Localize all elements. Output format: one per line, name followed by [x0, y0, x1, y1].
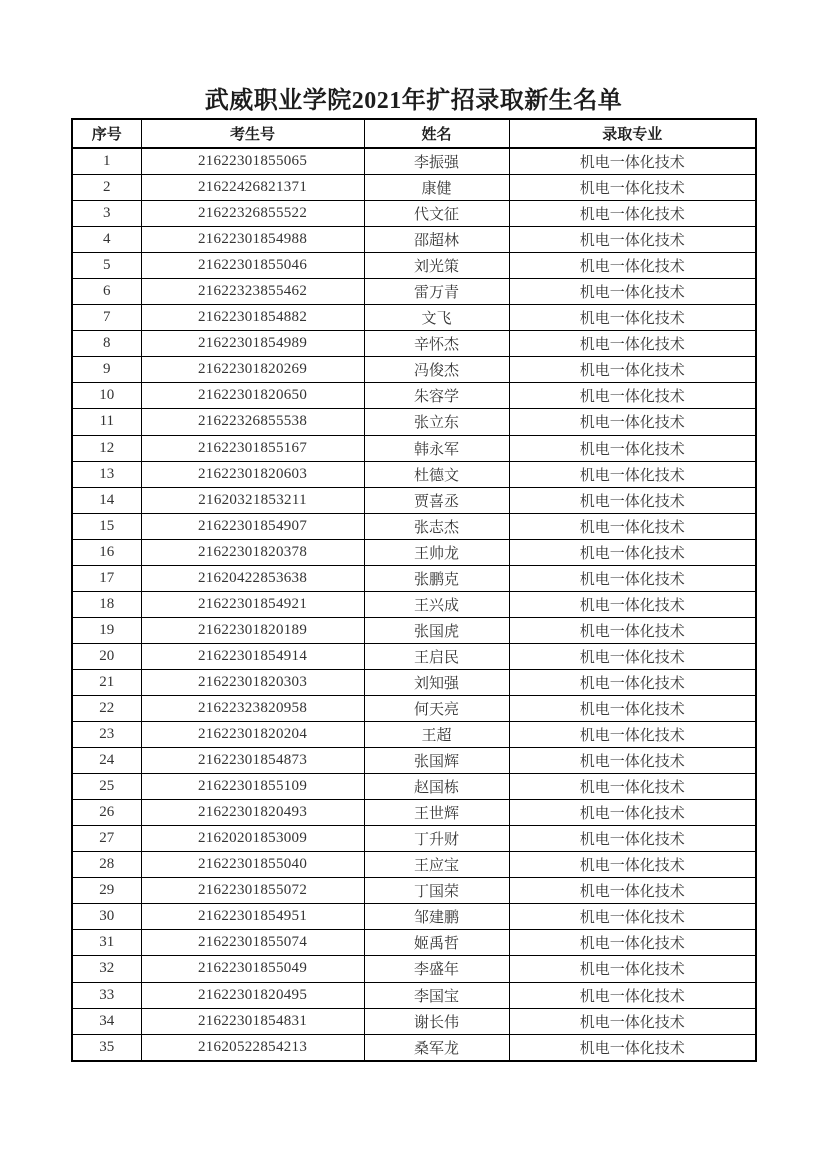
table-row — [72, 800, 756, 826]
cell-major: 机电一体化技术 — [509, 253, 756, 279]
cell-major: 机电一体化技术 — [509, 852, 756, 878]
cell-index: 17 — [72, 565, 141, 591]
cell-major: 机电一体化技术 — [509, 695, 756, 721]
table-body — [72, 148, 756, 1061]
col-header-index: 序号 — [72, 119, 141, 148]
cell-major: 机电一体化技术 — [509, 565, 756, 591]
cell-name: 王兴成 — [364, 591, 509, 617]
cell-candidate-id: 21622301820493 — [141, 800, 364, 826]
cell-name: 王世辉 — [364, 800, 509, 826]
cell-major: 机电一体化技术 — [509, 357, 756, 383]
cell-index: 32 — [72, 956, 141, 982]
cell-index: 28 — [72, 852, 141, 878]
table-row — [72, 565, 756, 591]
cell-major: 机电一体化技术 — [509, 1034, 756, 1061]
cell-index: 16 — [72, 539, 141, 565]
cell-name: 朱容学 — [364, 383, 509, 409]
cell-candidate-id: 21622301820495 — [141, 982, 364, 1008]
cell-candidate-id: 21622301820204 — [141, 722, 364, 748]
cell-name: 张立东 — [364, 409, 509, 435]
table-row — [72, 617, 756, 643]
cell-name: 李振强 — [364, 148, 509, 175]
table-header-row — [72, 119, 756, 148]
cell-index: 22 — [72, 695, 141, 721]
cell-major: 机电一体化技术 — [509, 409, 756, 435]
table-row — [72, 774, 756, 800]
cell-candidate-id: 21620522854213 — [141, 1034, 364, 1061]
cell-name: 文飞 — [364, 305, 509, 331]
cell-name: 谢长伟 — [364, 1008, 509, 1034]
table-row — [72, 513, 756, 539]
cell-major: 机电一体化技术 — [509, 487, 756, 513]
cell-index: 31 — [72, 930, 141, 956]
cell-candidate-id: 21620201853009 — [141, 826, 364, 852]
cell-major: 机电一体化技术 — [509, 591, 756, 617]
table-row — [72, 201, 756, 227]
cell-major: 机电一体化技术 — [509, 305, 756, 331]
cell-candidate-id: 21622301820603 — [141, 461, 364, 487]
cell-index: 29 — [72, 878, 141, 904]
cell-candidate-id: 21622301820303 — [141, 669, 364, 695]
cell-major: 机电一体化技术 — [509, 878, 756, 904]
cell-candidate-id: 21622301855109 — [141, 774, 364, 800]
cell-candidate-id: 21622301855072 — [141, 878, 364, 904]
cell-name: 桑军龙 — [364, 1034, 509, 1061]
cell-name: 刘光策 — [364, 253, 509, 279]
cell-name: 李盛年 — [364, 956, 509, 982]
cell-name: 王启民 — [364, 643, 509, 669]
cell-candidate-id: 21622301855049 — [141, 956, 364, 982]
table-row — [72, 487, 756, 513]
cell-major: 机电一体化技术 — [509, 956, 756, 982]
cell-candidate-id: 21622301854914 — [141, 643, 364, 669]
table-row — [72, 852, 756, 878]
cell-index: 13 — [72, 461, 141, 487]
cell-index: 33 — [72, 982, 141, 1008]
table-row — [72, 878, 756, 904]
cell-candidate-id: 21622323855462 — [141, 279, 364, 305]
table-row — [72, 383, 756, 409]
table-row — [72, 305, 756, 331]
roster-table-container — [71, 118, 757, 1062]
table-row — [72, 930, 756, 956]
cell-major: 机电一体化技术 — [509, 1008, 756, 1034]
cell-major: 机电一体化技术 — [509, 435, 756, 461]
cell-candidate-id: 21622301854873 — [141, 748, 364, 774]
cell-index: 18 — [72, 591, 141, 617]
cell-candidate-id: 21622301820650 — [141, 383, 364, 409]
cell-major: 机电一体化技术 — [509, 175, 756, 201]
table-row — [72, 539, 756, 565]
cell-candidate-id: 21622301820269 — [141, 357, 364, 383]
cell-candidate-id: 21620321853211 — [141, 487, 364, 513]
table-row — [72, 409, 756, 435]
col-header-name: 姓名 — [364, 119, 509, 148]
cell-candidate-id: 21622301855040 — [141, 852, 364, 878]
cell-index: 21 — [72, 669, 141, 695]
cell-index: 23 — [72, 722, 141, 748]
cell-index: 11 — [72, 409, 141, 435]
cell-major: 机电一体化技术 — [509, 539, 756, 565]
cell-major: 机电一体化技术 — [509, 279, 756, 305]
table-row — [72, 826, 756, 852]
cell-major: 机电一体化技术 — [509, 722, 756, 748]
cell-major: 机电一体化技术 — [509, 148, 756, 175]
table-row — [72, 669, 756, 695]
cell-major: 机电一体化技术 — [509, 201, 756, 227]
table-row — [72, 904, 756, 930]
table-row — [72, 227, 756, 253]
cell-candidate-id: 21622301855074 — [141, 930, 364, 956]
cell-candidate-id: 21622323820958 — [141, 695, 364, 721]
cell-major: 机电一体化技术 — [509, 331, 756, 357]
cell-name: 赵国栋 — [364, 774, 509, 800]
cell-index: 9 — [72, 357, 141, 383]
cell-name: 代文征 — [364, 201, 509, 227]
cell-index: 7 — [72, 305, 141, 331]
cell-index: 19 — [72, 617, 141, 643]
cell-name: 康健 — [364, 175, 509, 201]
cell-name: 辛怀杰 — [364, 331, 509, 357]
cell-name: 刘知强 — [364, 669, 509, 695]
table-row — [72, 331, 756, 357]
table-row — [72, 695, 756, 721]
cell-index: 4 — [72, 227, 141, 253]
cell-index: 8 — [72, 331, 141, 357]
table-row — [72, 253, 756, 279]
table-row — [72, 722, 756, 748]
cell-major: 机电一体化技术 — [509, 904, 756, 930]
cell-index: 35 — [72, 1034, 141, 1061]
cell-name: 张国辉 — [364, 748, 509, 774]
table-row — [72, 148, 756, 175]
table-row — [72, 435, 756, 461]
table-row — [72, 357, 756, 383]
cell-candidate-id: 21622301854907 — [141, 513, 364, 539]
cell-index: 26 — [72, 800, 141, 826]
cell-name: 丁国荣 — [364, 878, 509, 904]
roster-table — [71, 118, 757, 1062]
cell-name: 邹建鹏 — [364, 904, 509, 930]
cell-index: 12 — [72, 435, 141, 461]
cell-candidate-id: 21622301820378 — [141, 539, 364, 565]
cell-candidate-id: 21622301855046 — [141, 253, 364, 279]
cell-major: 机电一体化技术 — [509, 461, 756, 487]
cell-major: 机电一体化技术 — [509, 669, 756, 695]
cell-major: 机电一体化技术 — [509, 617, 756, 643]
table-row — [72, 279, 756, 305]
cell-name: 杜德文 — [364, 461, 509, 487]
cell-name: 王超 — [364, 722, 509, 748]
cell-candidate-id: 21622326855522 — [141, 201, 364, 227]
cell-candidate-id: 21622301854988 — [141, 227, 364, 253]
cell-name: 李国宝 — [364, 982, 509, 1008]
cell-candidate-id: 21622301854882 — [141, 305, 364, 331]
cell-name: 张国虎 — [364, 617, 509, 643]
col-header-major: 录取专业 — [509, 119, 756, 148]
cell-name: 丁升财 — [364, 826, 509, 852]
table-row — [72, 643, 756, 669]
cell-name: 张志杰 — [364, 513, 509, 539]
cell-major: 机电一体化技术 — [509, 383, 756, 409]
cell-candidate-id: 21622426821371 — [141, 175, 364, 201]
cell-index: 25 — [72, 774, 141, 800]
cell-candidate-id: 21622301854989 — [141, 331, 364, 357]
cell-name: 韩永军 — [364, 435, 509, 461]
cell-index: 24 — [72, 748, 141, 774]
table-row — [72, 1034, 756, 1061]
table-row — [72, 956, 756, 982]
cell-major: 机电一体化技术 — [509, 748, 756, 774]
cell-name: 贾喜丞 — [364, 487, 509, 513]
cell-index: 34 — [72, 1008, 141, 1034]
cell-name: 姬禹哲 — [364, 930, 509, 956]
cell-name: 何天亮 — [364, 695, 509, 721]
cell-name: 王应宝 — [364, 852, 509, 878]
cell-major: 机电一体化技术 — [509, 643, 756, 669]
cell-candidate-id: 21622301854831 — [141, 1008, 364, 1034]
cell-index: 20 — [72, 643, 141, 669]
cell-name: 冯俊杰 — [364, 357, 509, 383]
cell-name: 王帅龙 — [364, 539, 509, 565]
table-row — [72, 175, 756, 201]
table-row — [72, 461, 756, 487]
col-header-candidate-id: 考生号 — [141, 119, 364, 148]
page-title: 武威职业学院2021年扩招录取新生名单 — [204, 88, 623, 114]
table-row — [72, 982, 756, 1008]
cell-major: 机电一体化技术 — [509, 930, 756, 956]
cell-index: 15 — [72, 513, 141, 539]
cell-candidate-id: 21622301854921 — [141, 591, 364, 617]
cell-candidate-id: 21622301854951 — [141, 904, 364, 930]
cell-major: 机电一体化技术 — [509, 513, 756, 539]
cell-index: 1 — [72, 148, 141, 175]
cell-index: 14 — [72, 487, 141, 513]
table-row — [72, 591, 756, 617]
table-row — [72, 748, 756, 774]
cell-major: 机电一体化技术 — [509, 826, 756, 852]
cell-major: 机电一体化技术 — [509, 800, 756, 826]
cell-candidate-id: 21622301820189 — [141, 617, 364, 643]
cell-name: 邵超林 — [364, 227, 509, 253]
cell-candidate-id: 21620422853638 — [141, 565, 364, 591]
cell-major: 机电一体化技术 — [509, 982, 756, 1008]
cell-major: 机电一体化技术 — [509, 774, 756, 800]
cell-major: 机电一体化技术 — [509, 227, 756, 253]
cell-index: 30 — [72, 904, 141, 930]
cell-index: 3 — [72, 201, 141, 227]
cell-name: 张鹏克 — [364, 565, 509, 591]
cell-index: 6 — [72, 279, 141, 305]
cell-name: 雷万青 — [364, 279, 509, 305]
cell-candidate-id: 21622301855065 — [141, 148, 364, 175]
table-row — [72, 1008, 756, 1034]
cell-index: 10 — [72, 383, 141, 409]
cell-index: 5 — [72, 253, 141, 279]
cell-index: 2 — [72, 175, 141, 201]
cell-index: 27 — [72, 826, 141, 852]
cell-candidate-id: 21622326855538 — [141, 409, 364, 435]
cell-candidate-id: 21622301855167 — [141, 435, 364, 461]
